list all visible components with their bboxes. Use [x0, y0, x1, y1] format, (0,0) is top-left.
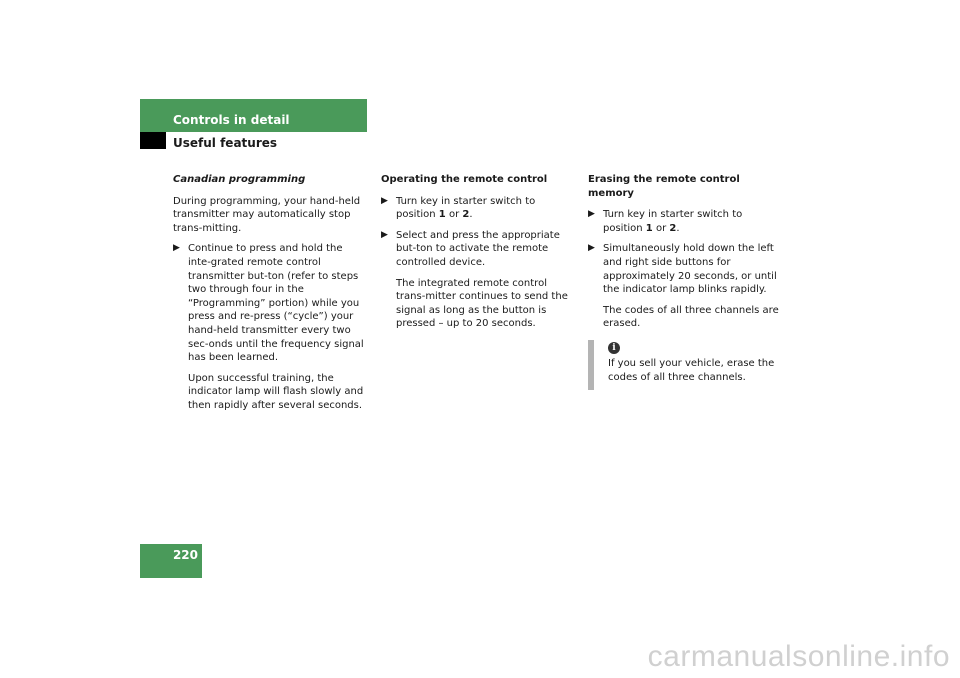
watermark: carmanualsonline.info [647, 640, 950, 673]
triangle-arrow-icon: ▶ [173, 243, 180, 254]
header-marker [140, 132, 166, 149]
step-result: The codes of all three channels are erased. [603, 304, 779, 330]
info-icon: i [608, 342, 620, 354]
position-1: 1 [645, 222, 653, 234]
instruction-step [381, 195, 576, 222]
page-number: 220 [172, 548, 198, 562]
step-text: Select and press the appropriate but-ton to activate the remote controlled device. [396, 229, 560, 268]
note-text: If you sell your vehicle, erase the codes of all three channels. [608, 357, 775, 383]
triangle-arrow-icon: ▶ [381, 195, 388, 206]
heading-operating-remote: Operating the remote control [381, 174, 548, 185]
info-note [588, 340, 783, 390]
instruction-step [173, 242, 368, 364]
step-result: Upon successful training, the indicator lamp will flash slowly and then rapidly after several seconds. [188, 372, 364, 411]
step-result: The integrated remote control trans-mitter continues to send the signal as long as the button is pressed – up to 20 seconds. [396, 277, 568, 330]
heading-canadian-programming: Canadian programming [173, 174, 306, 185]
step-text: Continue to press and hold the inte-grated remote control transmitter but-ton (refer to steps two through four in the “Programming” portion) while you press and re-press (“cycle”) your hand-held transmitter every two sec-onds until the frequency signal has been learned. [188, 243, 364, 364]
instruction-step [588, 208, 783, 235]
position-1: 1 [438, 209, 446, 221]
heading-erasing-memory: Erasing the remote control memory [588, 174, 740, 199]
section-subtitle: Useful features [173, 136, 278, 150]
triangle-arrow-icon: ▶ [381, 229, 388, 240]
section-title: Controls in detail [173, 113, 290, 127]
instruction-step [588, 242, 783, 296]
intro-paragraph: During programming, your hand-held transmitter may automatically stop trans-mitting. [173, 195, 361, 234]
instruction-step [381, 229, 576, 270]
position-2: 2 [669, 222, 677, 234]
step-text: Turn key in starter switch to position 1 or 2. [396, 195, 536, 221]
column-erasing-memory [588, 173, 783, 390]
column-canadian-programming [173, 173, 368, 420]
column-operating-remote [381, 173, 576, 338]
step-text: Simultaneously hold down the left and right side buttons for approximately 20 seconds, or until the indicator lamp blinks rapidly. [603, 243, 777, 296]
step-text: Turn key in starter switch to position 1 or 2. [603, 209, 743, 234]
triangle-arrow-icon: ▶ [588, 209, 595, 220]
triangle-arrow-icon: ▶ [588, 243, 595, 254]
position-2: 2 [462, 209, 470, 221]
